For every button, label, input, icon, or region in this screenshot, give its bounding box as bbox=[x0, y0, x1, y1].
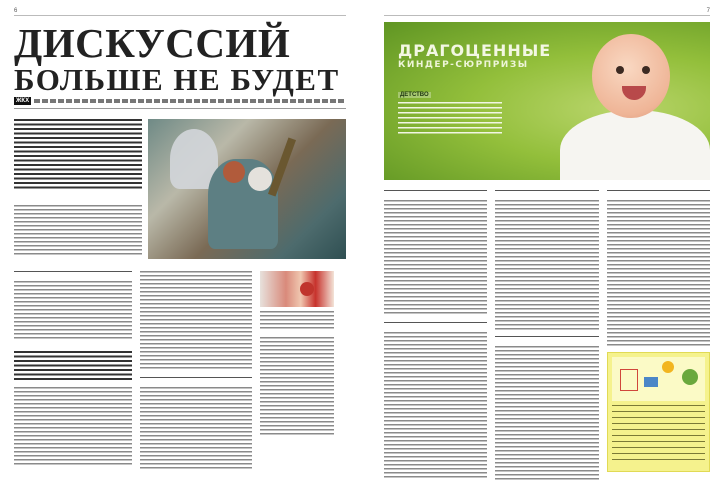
baby-photo bbox=[570, 32, 690, 180]
column-2-subhead bbox=[140, 377, 252, 385]
intro-column bbox=[14, 119, 148, 259]
spread-gutter bbox=[360, 0, 376, 480]
left-folio bbox=[14, 6, 346, 16]
pull-quote bbox=[14, 351, 132, 381]
feature-banner bbox=[384, 22, 710, 180]
right-column-3-subhead bbox=[607, 190, 710, 198]
left-page-number: 6 bbox=[14, 7, 18, 14]
right-folio bbox=[384, 6, 710, 16]
lede-text bbox=[34, 99, 346, 103]
right-column-1 bbox=[384, 190, 487, 480]
sidebar-box bbox=[607, 352, 710, 472]
column-1-text-more bbox=[14, 387, 132, 467]
right-page bbox=[376, 0, 720, 480]
column-3-text bbox=[260, 337, 334, 437]
column-2-text-more bbox=[140, 387, 252, 471]
right-column-1-text bbox=[384, 200, 487, 316]
right-column-1-subhead bbox=[384, 190, 487, 198]
banner-subtitle: КИНДЕР-СЮРПРИЗЫ bbox=[398, 60, 529, 71]
right-column-2-subhead bbox=[495, 190, 598, 198]
column-1-subhead bbox=[14, 271, 132, 279]
column-1-text bbox=[14, 281, 132, 341]
child-drawing bbox=[612, 357, 705, 401]
right-body-columns bbox=[384, 190, 710, 480]
photo-caption bbox=[260, 311, 334, 331]
lede-tag: ЖКХ bbox=[16, 98, 30, 105]
article-headline bbox=[14, 20, 346, 97]
headline-line-2: БОЛЬШЕ НЕ БУДЕТ bbox=[14, 61, 340, 97]
left-body-columns bbox=[14, 271, 346, 471]
right-column-2-text-more bbox=[495, 346, 598, 480]
right-column-2 bbox=[495, 190, 598, 480]
lede bbox=[14, 97, 346, 109]
workers-photo bbox=[148, 119, 346, 259]
right-page-number: 7 bbox=[706, 7, 710, 14]
intro-text-continued bbox=[14, 205, 142, 255]
body-column-3 bbox=[260, 271, 334, 471]
small-photo bbox=[260, 271, 334, 307]
intro-row bbox=[14, 119, 346, 259]
right-column-2-text bbox=[495, 200, 598, 330]
right-column-3-text bbox=[607, 200, 710, 346]
banner-title-main: ДРАГОЦЕННЫЕ bbox=[398, 41, 552, 60]
banner-tag: ДЕТСТВО bbox=[400, 92, 429, 98]
right-column-2-subhead-2 bbox=[495, 336, 598, 344]
headline-line-1: ДИСКУССИЙ bbox=[14, 20, 291, 66]
column-2-text bbox=[140, 271, 252, 371]
right-column-1-text-more bbox=[384, 332, 487, 480]
body-column-1 bbox=[14, 271, 132, 471]
right-column-1-subhead-2 bbox=[384, 322, 487, 330]
body-column-2 bbox=[140, 271, 252, 471]
banner-lede bbox=[398, 102, 502, 134]
banner-title bbox=[398, 42, 551, 70]
sidebar-text bbox=[612, 405, 705, 463]
intro-text bbox=[14, 119, 142, 189]
right-column-3 bbox=[607, 190, 710, 480]
